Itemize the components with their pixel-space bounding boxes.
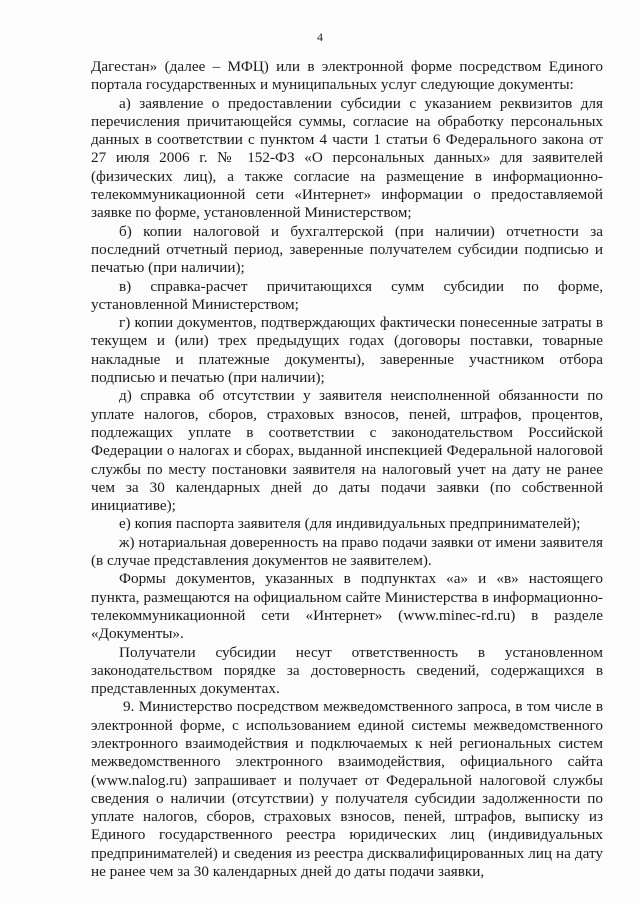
paragraph-item-b: б) копии налоговой и бухгалтерской (при наличии) отчетности за последний отчетный период, заверенные получателем субсидии подписью и печатью (при наличии); bbox=[91, 222, 603, 277]
paragraph-intro: Дагестан» (далее – МФЦ) или в электронной форме посредством Единого портала государственных и муниципальных услуг следующие документы: bbox=[91, 58, 603, 94]
paragraph-item-d: д) справка об отсутствии у заявителя неисполненной обязанности по уплате налогов, сборов, страховых взносов, пеней, штрафов, процентов, подлежащих уплате в соответствии с законодательством Российской Федерации о налогах и сборах, выданной инспекцией Федеральной налоговой службы по месту постановки заявителя на налоговый учет на дату не ранее чем за 30 календарных дней до даты подачи заявки (по собственной инициативе); bbox=[91, 387, 603, 515]
paragraph-clause-9: 9. Министерство посредством межведомственного запроса, в том числе в электронной форме, с использованием единой системы межведомственного электронного взаимодействия и подключаемых к ней региональных систем межведомственного электронного взаимодействия, официального сайта (www.nalog.ru) запрашивает и получает от Федеральной налоговой службы сведения о наличии (отсутствии) у получателя субсидии задолженности по уплате налогов, сборов, страховых взносов, пеней, штрафов, выписку из Единого государственного реестра юридических лиц (индивидуальных предпринимателей) и сведения из реестра дисквалифицированных лиц на дату не ранее чем за 30 календарных дней до даты подачи заявки, bbox=[91, 698, 603, 881]
paragraph-responsibility: Получатели субсидии несут ответственность в установленном законодательством порядке за достоверность сведений, содержащихся в представленных документах. bbox=[91, 643, 603, 698]
paragraph-item-a: а) заявление о предоставлении субсидии с указанием реквизитов для перечисления причитающейся суммы, согласие на обработку персональных данных в соответствии с пунктом 4 части 1 статьи 6 Федерального закона от 27 июля 2006 г. № 152-ФЗ «О персональных данных» для заявителей (физических лиц), а также согласие на размещение в информационно-телекоммуникационной сети «Интернет» информации о предоставляемой заявке по форме, установленной Министерством; bbox=[91, 94, 603, 222]
paragraph-item-g: г) копии документов, подтверждающих фактически понесенные затраты в текущем и (или) трех предыдущих годах (договоры поставки, товарные накладные и платежные документы), заверенные участником отбора подписью и печатью (при наличии); bbox=[91, 314, 603, 387]
paragraph-forms: Формы документов, указанных в подпунктах «а» и «в» настоящего пункта, размещаются на официальном сайте Министерства в информационно-телекоммуникационной сети «Интернет» (www.minec-rd.ru) в разделе «Документы». bbox=[91, 570, 603, 643]
page-number: 4 bbox=[317, 30, 323, 44]
paragraph-item-zh: ж) нотариальная доверенность на право подачи заявки от имени заявителя (в случае представления документов не заявителем). bbox=[91, 533, 603, 570]
paragraph-item-e: е) копия паспорта заявителя (для индивидуальных предпринимателей); bbox=[119, 515, 581, 533]
document-body bbox=[91, 58, 603, 881]
paragraph-item-v: в) справка-расчет причитающихся сумм субсидии по форме, установленной Министерством; bbox=[91, 277, 603, 313]
